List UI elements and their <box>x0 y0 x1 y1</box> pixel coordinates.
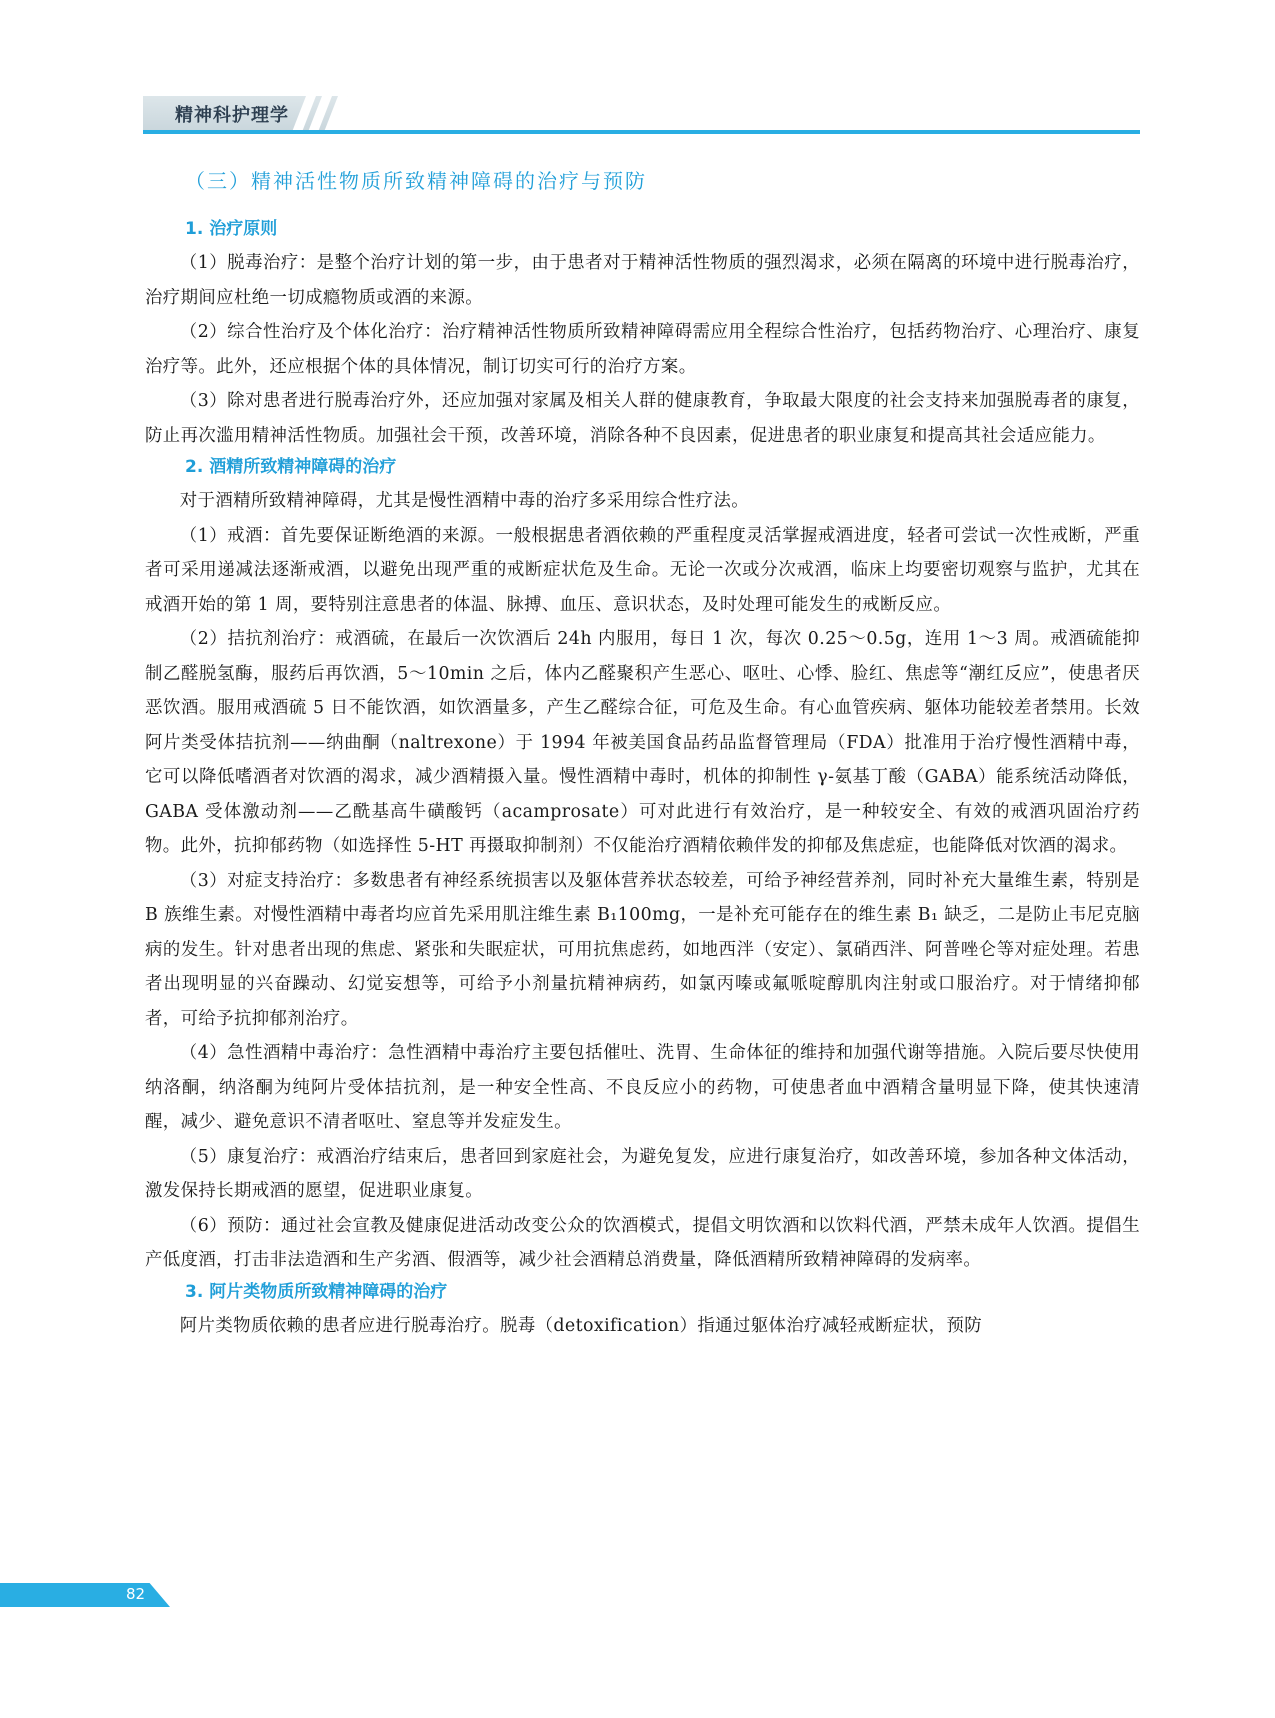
header-stripes-decoration <box>292 96 352 132</box>
paragraph: （1）脱毒治疗：是整个治疗计划的第一步，由于患者对于精神活性物质的强烈渴求，必须在隔离的环境中进行脱毒治疗，治疗期间应杜绝一切成瘾物质或酒的来源。 <box>145 253 1140 308</box>
header-rule <box>143 130 1140 134</box>
section-title: （三）精神活性物质所致精神障碍的治疗与预防 <box>185 169 647 193</box>
paragraph: （6）预防：通过社会宣教及健康促进活动改变公众的饮酒模式，提倡文明饮酒和以饮料代酒，严禁未成年人饮酒。提倡生产低度酒，打击非法造酒和生产劣酒、假酒等，减少社会酒精总消费量，降低酒精所致精神障碍的发病率。 <box>145 1215 1140 1270</box>
book-title: 精神科护理学 <box>175 105 289 126</box>
sub-heading: 1. 治疗原则 <box>185 219 278 239</box>
paragraph: 对于酒精所致精神障碍，尤其是慢性酒精中毒的治疗多采用综合性疗法。 <box>179 491 750 511</box>
paragraph: （4）急性酒精中毒治疗：急性酒精中毒治疗主要包括催吐、洗胃、生命体征的维持和加强代谢等措施。入院后要尽快使用纳洛酮，纳洛酮为纯阿片受体拮抗剂，是一种安全性高、不良反应小的药物，可使患者血中酒精含量明显下降，使其快速清醒，减少、避免意识不清者呕吐、窒息等并发症发生。 <box>145 1043 1140 1132</box>
sub-heading: 2. 酒精所致精神障碍的治疗 <box>185 457 397 477</box>
paragraph: 阿片类物质依赖的患者应进行脱毒治疗。脱毒（detoxification）指通过躯体治疗减轻戒断症状，预防 <box>179 1315 983 1336</box>
page-content <box>145 167 1140 1343</box>
sub-heading: 3. 阿片类物质所致精神障碍的治疗 <box>185 1281 448 1302</box>
paragraph: （3）对症支持治疗：多数患者有神经系统损害以及躯体营养状态较差，可给予神经营养剂，同时补充大量维生素，特别是 B 族维生素。对慢性酒精中毒者均应首先采用肌注维生素 B₁100mg，一是补充可能存在的维生素 B₁ 缺乏，二是防止韦尼克脑病的发生。针对患者出现的焦虑、紧张和失眠症状，可用抗焦虑药，如地西泮（安定）、氯硝西泮、阿普唑仑等对症处理。若患者出现明显的兴奋躁动、幻觉妄想等，可给予小剂量抗精神病药，如氯丙嗪或氟哌啶醇肌肉注射或口服治疗。对于情绪抑郁者，可给予抗抑郁剂治疗。 <box>145 870 1140 1029</box>
page-number: 82 <box>126 1585 146 1603</box>
paragraph: （5）康复治疗：戒酒治疗结束后，患者回到家庭社会，为避免复发，应进行康复治疗，如改善环境，参加各种文体活动，激发保持长期戒酒的愿望，促进职业康复。 <box>145 1146 1140 1201</box>
paragraph: （1）戒酒：首先要保证断绝酒的来源。一般根据患者酒依赖的严重程度灵活掌握戒酒进度，轻者可尝试一次性戒断，严重者可采用递减法逐渐戒酒，以避免出现严重的戒断症状危及生命。无论一次或分次戒酒，临床上均要密切观察与监护，尤其在戒酒开始的第 1 周，要特别注意患者的体温、脉搏、血压、意识状态，及时处理可能发生的戒断反应。 <box>145 525 1140 615</box>
paragraph: （2）综合性治疗及个体化治疗：治疗精神活性物质所致精神障碍需应用全程综合性治疗，包括药物治疗、心理治疗、康复治疗等。此外，还应根据个体的具体情况，制订切实可行的治疗方案。 <box>145 322 1140 377</box>
paragraph: （3）除对患者进行脱毒治疗外，还应加强对家属及相关人群的健康教育，争取最大限度的社会支持来加强脱毒者的康复，防止再次滥用精神活性物质。加强社会干预，改善环境，消除各种不良因素，促进患者的职业康复和提高其社会适应能力。 <box>145 391 1140 446</box>
paragraph: （2）拮抗剂治疗：戒酒硫，在最后一次饮酒后 24h 内服用，每日 1 次，每次 0.25～0.5g，连用 1～3 周。戒酒硫能抑制乙醛脱氢酶，服药后再饮酒，5～10min 之后，体内乙醛聚积产生恶心、呕吐、心悸、脸红、焦虑等“潮红反应”，使患者厌恶饮酒。服用戒酒硫 5 日不能饮酒，如饮酒量多，产生乙醛综合征，可危及生命。有心血管疾病、躯体功能较差者禁用。长效阿片类受体拮抗剂——纳曲酮（naltrexone）于 1994 年被美国食品药品监督管理局（FDA）批准用于治疗慢性酒精中毒，它可以降低嗜酒者对饮酒的渴求，减少酒精摄入量。慢性酒精中毒时，机体的抑制性 γ-氨基丁酸（GABA）能系统活动降低，GABA 受体激动剂——乙酰基高牛磺酸钙（acamprosate）可对此进行有效治疗，是一种较安全、有效的戒酒巩固治疗药物。此外，抗抑郁药物（如选择性 5-HT 再摄取抑制剂）不仅能治疗酒精依赖伴发的抑郁及焦虑症，也能降低对饮酒的渴求。 <box>145 629 1140 856</box>
